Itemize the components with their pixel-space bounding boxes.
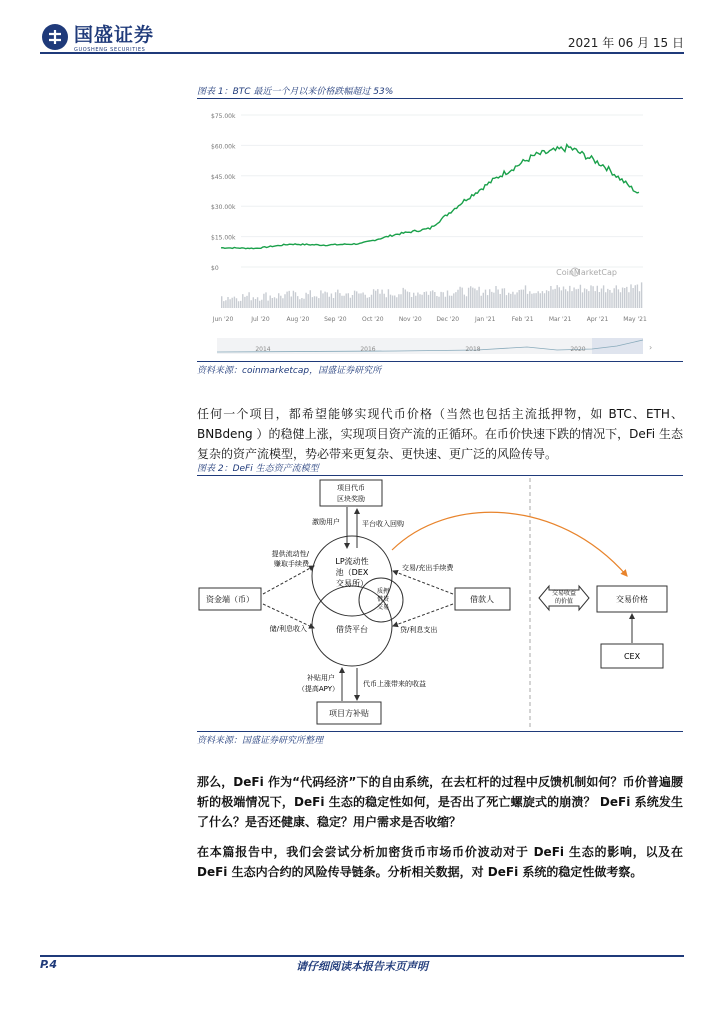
provide-liq-line1: 提供流动性/ [271,550,309,558]
middle-line3: 交易 [376,604,390,611]
subsidy-label: 项目方补贴 [329,709,369,718]
brand-logo [40,20,154,53]
borrower-label: 借款人 [470,595,494,604]
x-tick-label: Jun '20 [212,316,234,323]
figure1-top-rule [197,98,683,99]
arbitrage-line1: 交易收益 [551,590,577,597]
y-tick-label: $0 [211,265,219,272]
y-tick-label: $60.00k [211,143,236,151]
x-tick-label: Jul '20 [251,316,270,323]
figure1-source: 资料来源：coinmarketcap，国盛证券研究所 [197,366,382,376]
volume-bars [221,282,642,308]
borrow-label: 贷/利息支出 [400,626,438,634]
y-tick-label: $75.00k [211,113,236,120]
y-tick-label: $45.00k [211,173,236,181]
fund-to-lp-arrow [263,566,314,594]
lending-label: 借贷平台 [336,625,368,634]
logo-subtext: GUOSHENG SECURITIES [74,47,146,53]
deposit-label: 储/利息收入 [269,625,307,633]
footer-divider [40,955,684,957]
x-tick-label: Jan '21 [474,316,496,323]
x-tick-label: Feb '21 [511,316,534,323]
cex-label: CEX [623,652,641,661]
x-tick-label: May '21 [623,316,647,323]
navigator-year-label: 2020 [570,346,586,353]
header-divider [40,52,684,54]
navigator-arrow-icon: › [649,343,653,352]
chart-watermark: CoinMarketCap [556,268,617,277]
body-paragraph-1: 任何一个项目，都希望能够实现代币价格（当然也包括主流抵押物，如 BTC、ETH、BNBdeng ）的稳健上涨，实现项目资产流的正循环。在币价快速下跌的情况下，DeFi 生态复杂的资产流模型，势必带来更复杂、更快速、更广泛的风险传导。 [197,407,683,461]
navigator-year-label: 2016 [360,346,376,353]
subsidy-users-line1: 补贴用户 [307,674,335,682]
btc-price-chart [197,100,683,360]
project-token-line1: 项目代币 [337,484,365,492]
lp-pool-line1: LP流动性 [335,557,369,566]
logo-text: 国盛证券 [74,24,155,46]
navigator-year-label: 2018 [465,346,481,353]
page-number: P.4 [40,958,58,971]
lp-pool-line3: 交易所） [336,579,368,588]
figure1-caption: 图表 1：BTC 最近一个月以来价格跌幅超过 53% [197,87,394,97]
trade-fee-label: 交易/充出手续费 [402,564,454,572]
x-tick-label: Oct '20 [362,316,384,323]
x-tick-label: Mar '21 [548,316,572,323]
x-tick-label: Aug '20 [286,316,310,323]
provide-liq-line2: 赚取手续费 [274,560,309,568]
buyback-label: 平台收入回购 [362,520,404,528]
middle-line1: 质押 [376,588,390,595]
figure2-bottom-rule [197,731,683,732]
body-paragraph-3: 在本篇报告中，我们会尝试分析加密货币市场币价波动对于 DeFi 生态的影响，以及在 DeFi 生态内合约的风险传导链条。分析相关数据，对 DeFi 系统的稳定性做考察。 [197,845,683,879]
navigator-year-label: 2014 [255,346,271,353]
incentive-label: 激励用户 [312,518,340,526]
fund-label: 资金端（币） [206,595,254,604]
y-tick-label: $30.00k [211,204,236,212]
figure1-bottom-rule [197,361,683,362]
middle-line2: 借贷 [376,596,390,603]
defi-flow-diagram [197,476,683,730]
arbitrage-line2: 的价值 [554,598,574,605]
figure2-caption: 图表 2：DeFi 生态资产流模型 [197,464,319,474]
exchange-label: 交易价格 [616,595,648,604]
x-tick-label: Dec '20 [436,316,460,323]
x-tick-label: Nov '20 [398,316,422,323]
report-date: 2021 年 06 月 15 日 [567,36,684,50]
project-token-line2: 区块奖励 [337,495,365,503]
figure2-source: 资料来源：国盛证券研究所整理 [197,736,324,746]
body-paragraph-2: 那么，DeFi 作为“代码经济”下的自由系统，在去杠杆的过程中反馈机制如何？币价普遍腰斩的极端情况下，DeFi 生态的稳定性如何，是否出了死亡螺旋式的崩溃？ DeFi 系统发生了什么？是否还健康、稳定？用户需求是否收缩？ [197,775,683,829]
x-tick-label: Apr '21 [586,316,609,323]
borrower-to-lp-arrow [393,571,453,594]
price-line [221,145,639,249]
token-gain-label: 代币上涨带来的收益 [363,680,426,688]
x-tick-label: Sep '20 [324,316,347,323]
x-axis-labels [212,316,647,323]
y-tick-label: $15.00k [211,234,236,242]
logo-mark-icon [40,22,70,52]
lp-pool-line2: 池（DEX [335,568,369,577]
footer-disclaimer: 请仔细阅读本报告末页声明 [296,960,428,973]
subsidy-users-line2: （提高APY） [297,685,339,693]
